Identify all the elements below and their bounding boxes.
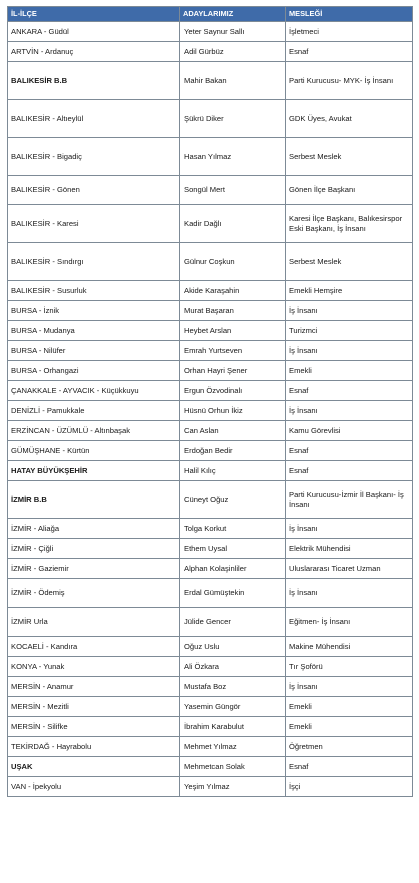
profession-cell: Emekli <box>286 717 413 737</box>
place-cell: VAN - İpekyolu <box>8 777 180 797</box>
table-row <box>8 657 413 677</box>
place-cell: TEKİRDAĞ - Hayrabolu <box>8 737 180 757</box>
table-row <box>8 321 413 341</box>
candidate-cell: Oğuz Uslu <box>180 637 286 657</box>
profession-cell: GDK Üyes, Avukat <box>286 100 413 138</box>
place-cell: İZMİR Urla <box>8 608 180 637</box>
candidate-cell: Can Aslan <box>180 421 286 441</box>
profession-cell: Elektrik Mühendisi <box>286 539 413 559</box>
candidate-cell: Kadir Dağlı <box>180 205 286 243</box>
column-header-place: İL-İLÇE <box>8 7 180 22</box>
candidate-cell: Erdoğan Bedir <box>180 441 286 461</box>
place-cell: KOCAELİ - Kandıra <box>8 637 180 657</box>
candidate-cell: Jülide Gencer <box>180 608 286 637</box>
candidate-cell: Hüsnü Orhun İkiz <box>180 401 286 421</box>
candidate-cell: İbrahim Karabulut <box>180 717 286 737</box>
place-cell: GÜMÜŞHANE - Kürtün <box>8 441 180 461</box>
table-row <box>8 176 413 205</box>
column-header-profession: MESLEĞİ <box>286 7 413 22</box>
candidate-cell: Alphan Kolaşinliler <box>180 559 286 579</box>
place-cell: HATAY BÜYÜKŞEHİR <box>8 461 180 481</box>
profession-cell: İş İnsanı <box>286 579 413 608</box>
profession-cell: Esnaf <box>286 441 413 461</box>
place-cell: BURSA - Orhangazi <box>8 361 180 381</box>
candidate-cell: Yeşim Yılmaz <box>180 777 286 797</box>
place-cell: MERSİN - Silifke <box>8 717 180 737</box>
profession-cell: Emekli Hemşire <box>286 281 413 301</box>
place-cell: UŞAK <box>8 757 180 777</box>
profession-cell: Tır Şoförü <box>286 657 413 677</box>
candidate-cell: Mehmetcan Solak <box>180 757 286 777</box>
candidate-cell: Yeter Saynur Sallı <box>180 22 286 42</box>
place-cell: ARTVİN - Ardanuç <box>8 42 180 62</box>
candidate-cell: Murat Başaran <box>180 301 286 321</box>
profession-cell: Eğitmen- İş İnsanı <box>286 608 413 637</box>
table-row <box>8 42 413 62</box>
candidate-cell: Erdal Gümüştekin <box>180 579 286 608</box>
profession-cell: İş İnsanı <box>286 519 413 539</box>
table-header-row <box>8 7 413 22</box>
place-cell: BALIKESİR - Bigadiç <box>8 138 180 176</box>
profession-cell: Parti Kurucusu-İzmir İl Başkanı- İş İnsanı <box>286 481 413 519</box>
candidate-cell: Emrah Yurtseven <box>180 341 286 361</box>
candidate-cell: Yasemin Güngör <box>180 697 286 717</box>
table-row <box>8 301 413 321</box>
candidate-cell: Şükrü Diker <box>180 100 286 138</box>
table-row <box>8 441 413 461</box>
candidate-cell: Gülnur Coşkun <box>180 243 286 281</box>
profession-cell: Esnaf <box>286 42 413 62</box>
place-cell: İZMİR B.B <box>8 481 180 519</box>
table-row <box>8 717 413 737</box>
table-row <box>8 281 413 301</box>
table-row <box>8 519 413 539</box>
place-cell: ÇANAKKALE - AYVACIK - Küçükkuyu <box>8 381 180 401</box>
profession-cell: Emekli <box>286 697 413 717</box>
profession-cell: İş İnsanı <box>286 677 413 697</box>
table-row <box>8 697 413 717</box>
profession-cell: Serbest Meslek <box>286 138 413 176</box>
table-row <box>8 481 413 519</box>
table-row <box>8 341 413 361</box>
profession-cell: Emekli <box>286 361 413 381</box>
profession-cell: Karesi İlçe Başkanı, Balıkesirspor Eski Başkanı, İş İnsanı <box>286 205 413 243</box>
table-row <box>8 22 413 42</box>
table-row <box>8 401 413 421</box>
table-row <box>8 559 413 579</box>
table-row <box>8 381 413 401</box>
candidate-cell: Heybet Arslan <box>180 321 286 341</box>
candidate-cell: Tolga Korkut <box>180 519 286 539</box>
profession-cell: Parti Kurucusu- MYK- İş İnsanı <box>286 62 413 100</box>
place-cell: KONYA - Yunak <box>8 657 180 677</box>
profession-cell: Esnaf <box>286 381 413 401</box>
candidate-cell: Cüneyt Oğuz <box>180 481 286 519</box>
candidate-cell: Mehmet Yılmaz <box>180 737 286 757</box>
place-cell: DENİZLİ - Pamukkale <box>8 401 180 421</box>
profession-cell: İş İnsanı <box>286 341 413 361</box>
table-row <box>8 243 413 281</box>
profession-cell: İş İnsanı <box>286 401 413 421</box>
place-cell: BALIKESİR - Susurluk <box>8 281 180 301</box>
table-row <box>8 737 413 757</box>
candidate-cell: Songül Mert <box>180 176 286 205</box>
table-row <box>8 579 413 608</box>
candidate-cell: Mustafa Boz <box>180 677 286 697</box>
table-row <box>8 539 413 559</box>
place-cell: MERSİN - Anamur <box>8 677 180 697</box>
place-cell: BALIKESİR - Karesi <box>8 205 180 243</box>
place-cell: BALIKESİR B.B <box>8 62 180 100</box>
place-cell: İZMİR - Aliağa <box>8 519 180 539</box>
column-header-candidate: ADAYLARIMIZ <box>180 7 286 22</box>
candidate-cell: Adil Gürbüz <box>180 42 286 62</box>
candidate-cell: Akide Karaşahin <box>180 281 286 301</box>
place-cell: ERZİNCAN - ÜZÜMLÜ - Altınbaşak <box>8 421 180 441</box>
table-row <box>8 677 413 697</box>
table-row <box>8 205 413 243</box>
table-row <box>8 461 413 481</box>
profession-cell: İşletmeci <box>286 22 413 42</box>
place-cell: İZMİR - Ödemiş <box>8 579 180 608</box>
profession-cell: Serbest Meslek <box>286 243 413 281</box>
table-row <box>8 361 413 381</box>
candidate-cell: Ali Özkara <box>180 657 286 677</box>
place-cell: BURSA - Mudanya <box>8 321 180 341</box>
table-row <box>8 608 413 637</box>
profession-cell: Öğretmen <box>286 737 413 757</box>
table-row <box>8 62 413 100</box>
profession-cell: Turizmci <box>286 321 413 341</box>
candidate-cell: Ethem Uysal <box>180 539 286 559</box>
profession-cell: Esnaf <box>286 461 413 481</box>
profession-cell: Esnaf <box>286 757 413 777</box>
profession-cell: İşçi <box>286 777 413 797</box>
table-row <box>8 637 413 657</box>
candidate-cell: Halil Kılıç <box>180 461 286 481</box>
table-row <box>8 138 413 176</box>
place-cell: İZMİR - Gaziemir <box>8 559 180 579</box>
candidate-cell: Ergun Özvodinalı <box>180 381 286 401</box>
place-cell: MERSİN - Mezitli <box>8 697 180 717</box>
place-cell: BALIKESİR - Altıeylül <box>8 100 180 138</box>
place-cell: BURSA - Nilüfer <box>8 341 180 361</box>
place-cell: BALIKESİR - Sındırgı <box>8 243 180 281</box>
candidate-cell: Hasan Yılmaz <box>180 138 286 176</box>
candidate-cell: Mahir Bakan <box>180 62 286 100</box>
place-cell: BALIKESİR - Gönen <box>8 176 180 205</box>
place-cell: ANKARA - Güdül <box>8 22 180 42</box>
profession-cell: Makine Mühendisi <box>286 637 413 657</box>
place-cell: İZMİR - Çiğli <box>8 539 180 559</box>
profession-cell: Kamu Görevlisi <box>286 421 413 441</box>
candidates-table <box>7 6 413 797</box>
profession-cell: Uluslararası Ticaret Uzman <box>286 559 413 579</box>
table-row <box>8 757 413 777</box>
candidate-cell: Orhan Hayri Şener <box>180 361 286 381</box>
place-cell: BURSA - İznik <box>8 301 180 321</box>
table-row <box>8 421 413 441</box>
table-row <box>8 100 413 138</box>
profession-cell: Gönen İlçe Başkanı <box>286 176 413 205</box>
profession-cell: İş İnsanı <box>286 301 413 321</box>
table-row <box>8 777 413 797</box>
